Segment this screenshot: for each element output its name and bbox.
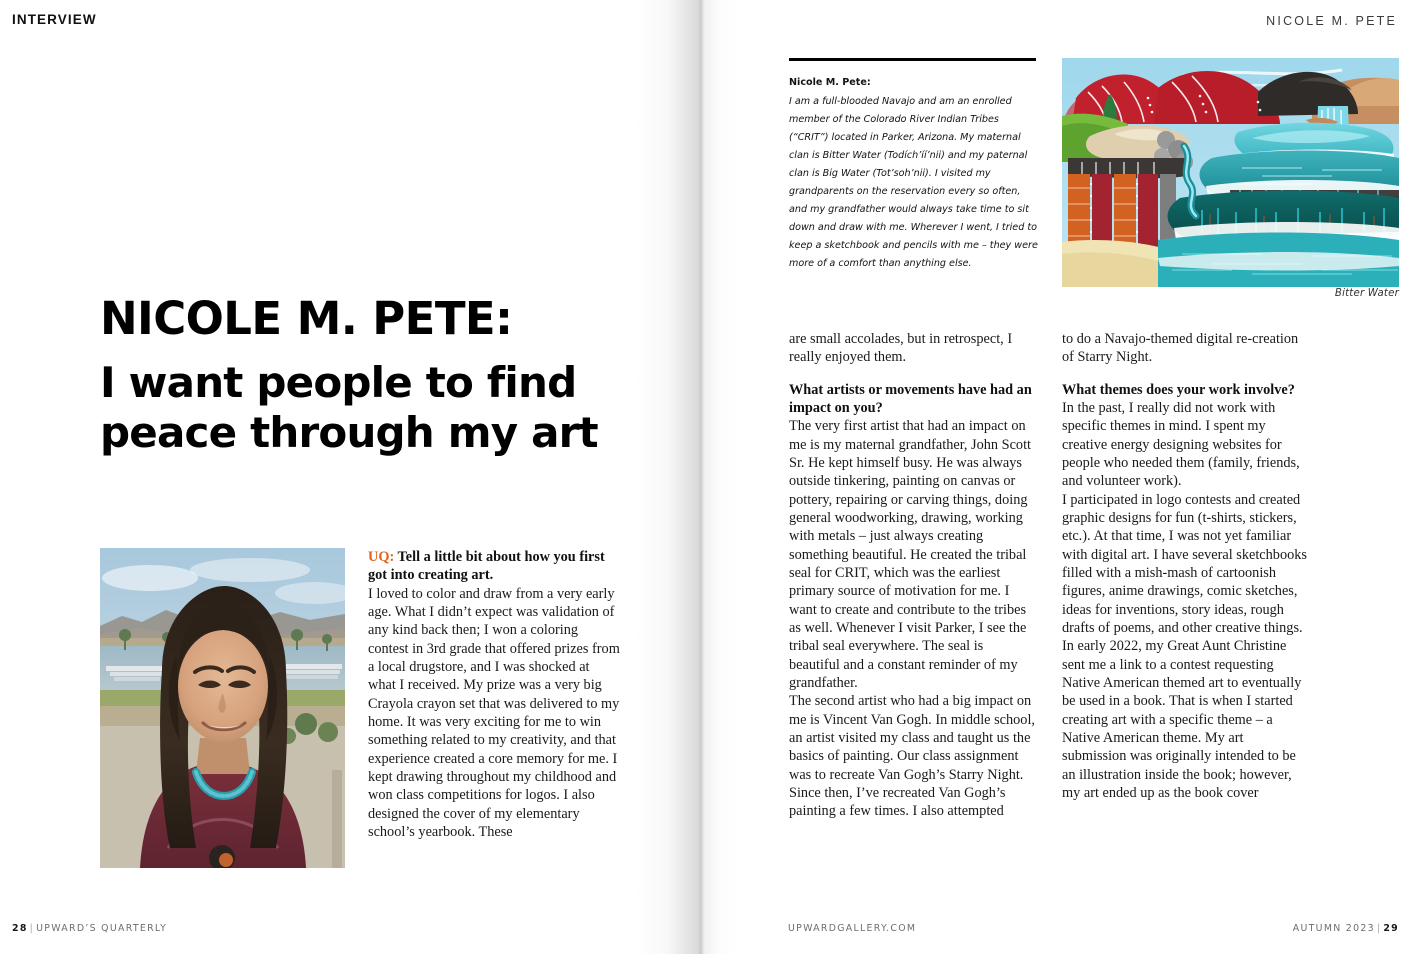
middle-spacer [789, 367, 1037, 381]
footer-url [788, 923, 916, 934]
footer-left-separator: | [29, 923, 35, 934]
middle-column [789, 330, 1037, 821]
uq-label: UQ: [368, 549, 395, 565]
bio-name: Nicole M. Pete: [789, 77, 871, 88]
portrait-photo [100, 548, 345, 868]
intro-column [368, 548, 620, 841]
intro-answer: I loved to color and draw from a very early age. What I didn’t expect was validation of any kind back then; I won a coloring contest in 3rd grade that offered prizes from a local drugstore, and I was shocked at what I received. My prize was a very big Crayola crayon set that was delivered to my home. It was very exciting for me to win something related to my creativity, and that experience created a core memory for me. I kept drawing throughout my childhood and won class competitions for logos. I also designed the cover of my elementary school’s yearbook. These [368, 585, 620, 840]
bio-block [789, 74, 1039, 273]
middle-answer-2: The second artist who had a big impact on me is Vincent Van Gogh. In middle school, an artist visited my class and taught us the basics of painting. Our class assignment was to recreate Van Gogh’s Starry Night. Since then, I’ve recreated Van Gogh’s painting a few times. I also attempted [789, 693, 1035, 820]
right-question: What themes does your work involve? [1062, 381, 1295, 398]
running-head-interview: INTERVIEW [12, 12, 97, 27]
footer-right-issue: AUTUMN 2023 [1292, 923, 1375, 934]
footer-center-url: UPWARDGALLERY.COM [788, 923, 917, 934]
right-spacer [1062, 367, 1310, 381]
artwork-caption: Bitter Water [1334, 288, 1399, 299]
footer-left [12, 923, 167, 934]
middle-answer-1: The very first artist that had an impact on me is my maternal grandfather, John Scott Sr. He kept himself busy. He was always outside tinkering, painting on canvas or pottery, repairing or carving things, doing general woodworking, drawing, working with metals – just always creating something beautiful. He created the tribal seal for CRIT, which was the earliest primary source of motivation for me. I want to create and contribute to the tribes as well. Whenever I visit Parker, I see the tribal seal everywhere. The seal is beautiful and a constant reminder of my grandfather. [789, 418, 1032, 691]
intro-question [368, 548, 620, 585]
headline-block [100, 292, 630, 457]
right-continuation: to do a Navajo-themed digital re-creation of Starry Night. [1062, 331, 1299, 366]
middle-question: What artists or movements have had an impact on you? [789, 381, 1032, 416]
right-answer-1: In the past, I really did not work with specific themes in mind. I spent my creative energy designing websites for people who needed them (family, friends, and volunteer work). [1062, 399, 1300, 490]
intro-question-text: Tell a little bit about how you first got into creating art. [368, 549, 605, 584]
running-head-name: NICOLE M. PETE [1266, 14, 1397, 28]
footer-left-page-number: 28 [12, 923, 28, 934]
right-column [1062, 330, 1310, 802]
headline-kicker: NICOLE M. PETE: [100, 292, 513, 345]
left-page [0, 0, 700, 954]
footer-right-separator: | [1376, 923, 1382, 934]
middle-continuation: are small accolades, but in retrospect, I really enjoyed them. [789, 331, 1013, 366]
bio-text: I am a full-blooded Navajo and am an enrolled member of the Colorado River Indian Tribes (“CRIT”) located in Parker, Arizona. My maternal clan is Bitter Water (Todích’íí’nii) and my paternal clan is Big Water (Tot’soh’nii). I visited my grandparents on the reservation every so often, and my grandfather would always take time to sit down and draw with me. Wherever I went, I tried to keep a sketchbook and pencils with me – they were more of a comfort than anything else. [789, 96, 1038, 270]
footer-right-page-number: 29 [1383, 923, 1399, 934]
headline-main: I want people to find peace through my art [100, 358, 598, 457]
bio-top-rule [789, 58, 1036, 61]
artwork-bitter-water [1062, 58, 1399, 287]
right-answer-3: In early 2022, my Great Aunt Christine sent me a link to a contest requesting Native American themed art to eventually be used in a book. That is when I started creating art with a specific theme – a Native American theme. My art submission was originally intended to be an illustration inside the book; however, my art ended up as the book cover [1062, 638, 1302, 801]
footer-right [1293, 923, 1399, 934]
footer-left-publication: UPWARD’S QUARTERLY [36, 923, 168, 934]
right-answer-2: I participated in logo contests and created graphic designs for fun (t-shirts, stickers, etc.). At that time, I was not yet familiar with digital art. I have several sketchbooks filled with a mish-mash of cartoonish figures, anime drawings, comic sketches, ideas for inventions, story ideas, rough drafts of poems, and other creative things. [1062, 491, 1307, 636]
